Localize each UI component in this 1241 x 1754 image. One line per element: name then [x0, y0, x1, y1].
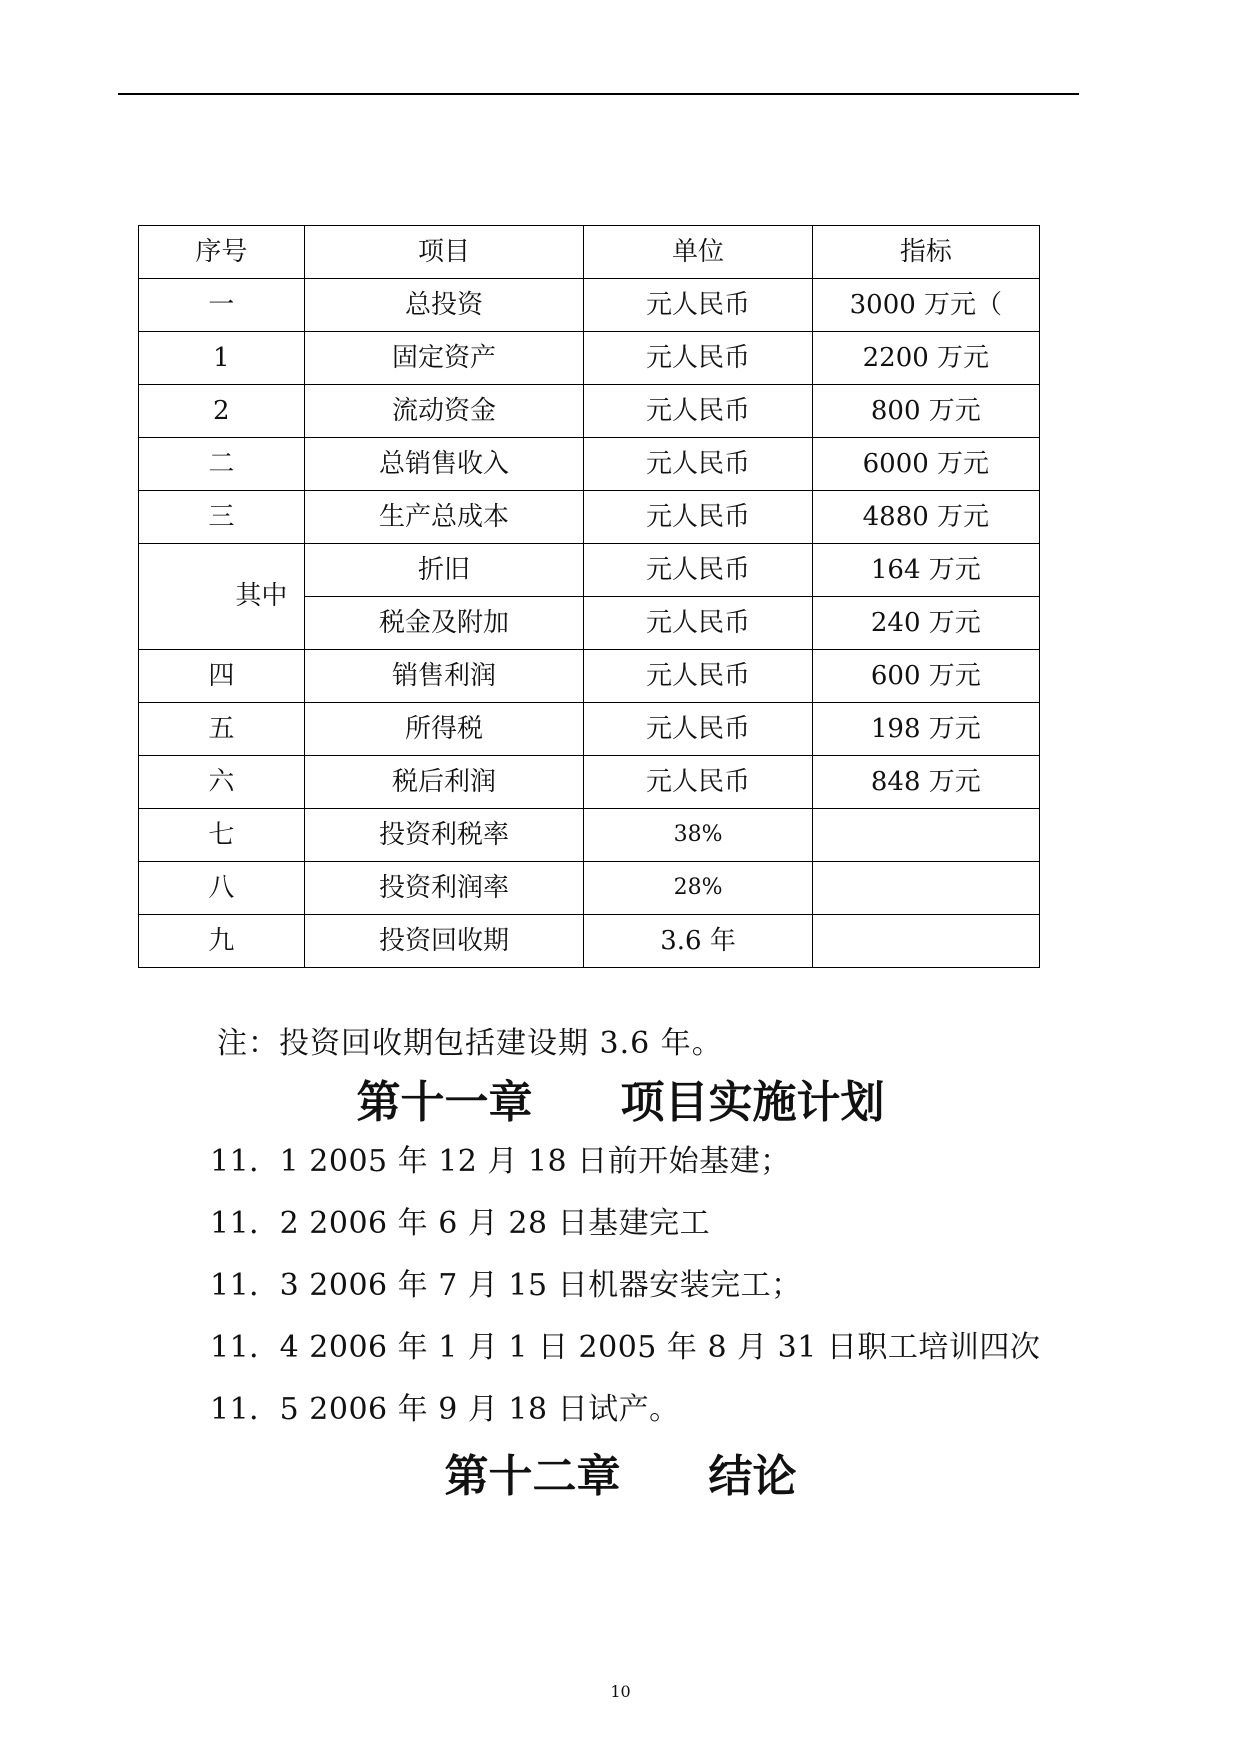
table-cell-value [812, 862, 1039, 915]
table-cell-unit: 元人民币 [584, 385, 812, 438]
table-cell-value: 198 万元 [812, 703, 1039, 756]
page-number: 10 [610, 1682, 631, 1701]
table-row [139, 385, 1040, 438]
implementation-plan-list [210, 1140, 1040, 1450]
table-cell-unit: 元人民币 [584, 332, 812, 385]
table-cell-serial: 八 [139, 862, 305, 915]
economic-indicators-table [138, 225, 1040, 968]
table-row [139, 438, 1040, 491]
table-cell-serial: 二 [139, 438, 305, 491]
table-cell-subgroup-label: 其中 [139, 544, 305, 650]
table-cell-value: 848 万元 [812, 756, 1039, 809]
table-cell-value: 600 万元 [812, 650, 1039, 703]
table-row [139, 756, 1040, 809]
table-cell-item: 税金及附加 [304, 597, 584, 650]
table-cell-value: 3000 万元（ [812, 279, 1039, 332]
table-cell-serial: 七 [139, 809, 305, 862]
header-cell-unit: 单位 [584, 226, 812, 279]
table-cell-item: 所得税 [304, 703, 584, 756]
table-cell-item: 销售利润 [304, 650, 584, 703]
table-cell-item: 投资回收期 [304, 915, 584, 968]
table-cell-value [812, 809, 1039, 862]
table-row [139, 809, 1040, 862]
table-cell-unit: 元人民币 [584, 491, 812, 544]
table-row [139, 703, 1040, 756]
table-cell-item: 流动资金 [304, 385, 584, 438]
table-cell-value: 240 万元 [812, 597, 1039, 650]
table-cell-item: 总销售收入 [304, 438, 584, 491]
table-header-row [139, 226, 1040, 279]
table-cell-unit: 3.6 年 [584, 915, 812, 968]
chapter-11-title: 第十一章 项目实施计划 [356, 1077, 885, 1128]
table-cell-unit: 38% [584, 809, 812, 862]
table-cell-serial: 2 [139, 385, 305, 438]
table-cell-serial: 四 [139, 650, 305, 703]
table-cell-unit: 元人民币 [584, 756, 812, 809]
table-cell-item: 税后利润 [304, 756, 584, 809]
table-footnote: 注：投资回收期包括建设期 3.6 年。 [217, 1026, 723, 1061]
table-cell-unit: 元人民币 [584, 703, 812, 756]
table-cell-item: 投资利润率 [304, 862, 584, 915]
table-cell-serial: 六 [139, 756, 305, 809]
table-cell-serial: 三 [139, 491, 305, 544]
table-row [139, 332, 1040, 385]
table-cell-item: 投资利税率 [304, 809, 584, 862]
table-cell-value: 4880 万元 [812, 491, 1039, 544]
table-row [139, 650, 1040, 703]
table-row [139, 279, 1040, 332]
table-cell-item: 总投资 [304, 279, 584, 332]
table-row [139, 544, 1040, 597]
chapter-12-title: 第十二章 结论 [444, 1451, 797, 1502]
table-cell-value: 800 万元 [812, 385, 1039, 438]
table-cell-serial: 一 [139, 279, 305, 332]
table-cell-item: 固定资产 [304, 332, 584, 385]
table-row [139, 915, 1040, 968]
table-cell-unit: 元人民币 [584, 279, 812, 332]
table-cell-unit: 28% [584, 862, 812, 915]
table-cell-value: 6000 万元 [812, 438, 1039, 491]
plan-item: 11．2 2006 年 6 月 28 日基建完工 [210, 1206, 711, 1241]
table-cell-item: 生产总成本 [304, 491, 584, 544]
table-cell-unit: 元人民币 [584, 597, 812, 650]
table-cell-value: 164 万元 [812, 544, 1039, 597]
header-cell-serial: 序号 [139, 226, 305, 279]
table-row [139, 862, 1040, 915]
header-cell-indicator: 指标 [812, 226, 1039, 279]
header-rule [118, 93, 1079, 95]
table-cell-item: 折旧 [304, 544, 584, 597]
table-cell-value [812, 915, 1039, 968]
table-cell-unit: 元人民币 [584, 438, 812, 491]
table-cell-unit: 元人民币 [584, 650, 812, 703]
table-cell-serial: 1 [139, 332, 305, 385]
header-cell-item: 项目 [304, 226, 584, 279]
table-cell-value: 2200 万元 [812, 332, 1039, 385]
plan-item: 11．4 2006 年 1 月 1 日 2005 年 8 月 31 日职工培训四次 [210, 1330, 1041, 1365]
plan-item: 11．5 2006 年 9 月 18 日试产。 [210, 1392, 680, 1427]
table-cell-unit: 元人民币 [584, 544, 812, 597]
plan-item: 11．1 2005 年 12 月 18 日前开始基建； [210, 1144, 791, 1179]
table-row [139, 491, 1040, 544]
table-cell-serial: 五 [139, 703, 305, 756]
plan-item: 11．3 2006 年 7 月 15 日机器安装完工； [210, 1268, 802, 1303]
table-cell-serial: 九 [139, 915, 305, 968]
